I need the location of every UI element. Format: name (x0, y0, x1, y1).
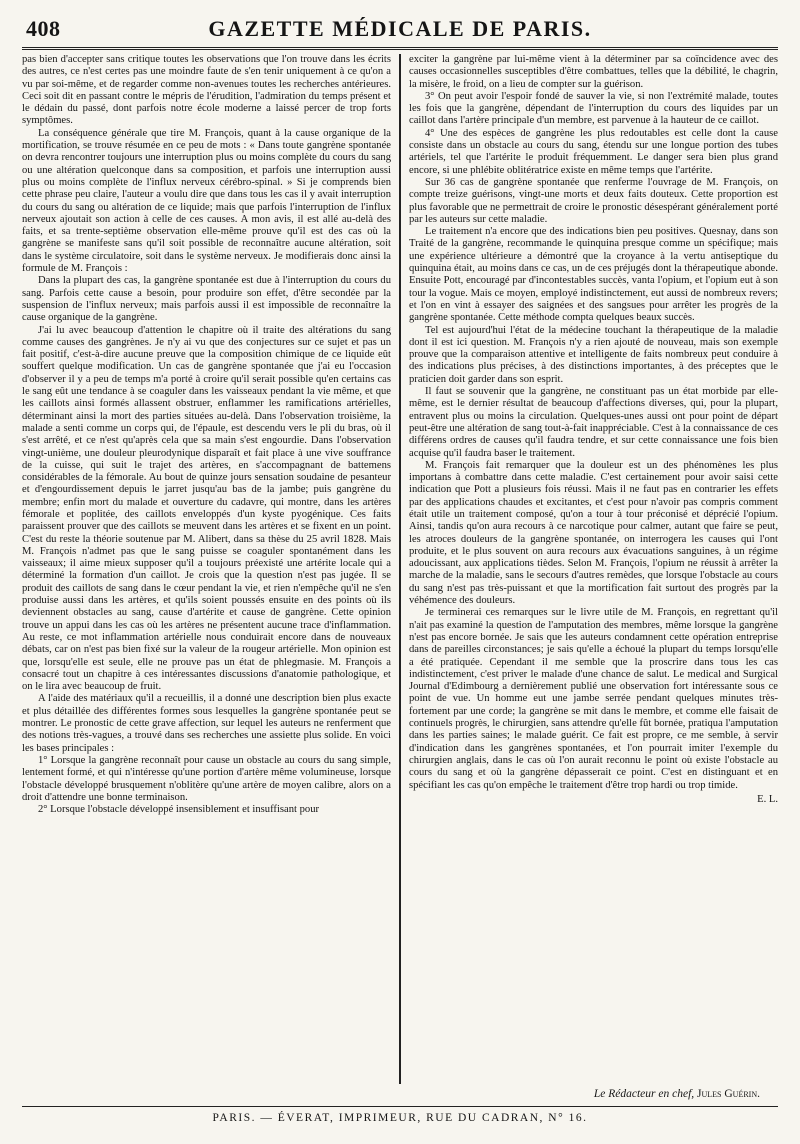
paragraph: 3° On peut avoir l'espoir fondé de sauver la vie, si non l'extrémité malade, toutes les fois que la gangrène, dépendant de l'interruption du cours des liquides par un caillot dans l'artère principale d'un membre, est parvenue à la hauteur de ce caillot. (409, 90, 778, 127)
printer-imprint: PARIS. — ÉVERAT, IMPRIMEUR, RUE DU CADRAN, N° 16. (212, 1112, 588, 1124)
paragraph: Dans la plupart des cas, la gangrène spontanée est due à l'interruption du cours du sang. Parfois cette cause a besoin, pour produire son effet, d'être secondée par la suspension de l'influx nerveux; mais parfois aussi il est impossible de reconnaître la cause organique de la gangrène. (22, 275, 391, 324)
paragraph: A l'aide des matériaux qu'il a recueillis, il a donné une description bien plus exacte et plus détaillée des différentes formes sous lesquelles la gangrène spontanée peut se montrer. Le pronostic de cette grave affection, sur lequel les auteurs ne renferment que des notions très-vagues, a trouvé dans ses recherches une assiette plus solide. En voici les bases principales : (22, 693, 391, 754)
page-number: 408 (26, 16, 61, 41)
footer-rule (22, 1106, 778, 1107)
editor-name: Jules Guérin. (697, 1088, 760, 1100)
author-signature: E. L. (757, 793, 778, 805)
paragraph: Je terminerai ces remarques sur le livre utile de M. François, en regrettant qu'il n'ait pas examiné la question de l'amputation des membres, même lorsque la gangrène n'est pas encore bornée. Je sais que les auteurs condamnent cette opération entreprise dans de pareilles circonstances; je sais qu'elle a échoué la plupart du temps lorsqu'elle a été pratiquée. Cependant il me semble que la proscrire dans tous les cas indistinctement, c'est priver le malade d'une chance de salut. Le medical and Surgical Journal d'Edimbourg a dernièrement publié une observation fort intéressante sous ce point de vue. Un homme eut une jambe serrée pendant quelques minutes très-fortement par une corde; la gangrène se mit dans le membre, et comme elle faisait de continuels progrès, le chirurgien, sans attendre qu'elle fût bornée, pratiqua l'amputation dans les parties saines; le malade guérit. Ce fait est propre, ce me semble, à servir d'indication dans les gangrènes spontanées, et l'on pourrait imiter l'exemple du chirurgien anglais, dans le cas où l'on aurait reconnu le point où existe l'obstacle au cours du sang et où la gangrène dépasserait ce point. C'est en distinguant et en spécifiant les cas qu'on empêche le traitement d'être trop hardi ou trop timide. (409, 607, 778, 791)
editor-label: Le Rédacteur en chef, (593, 1088, 695, 1100)
paragraph: Tel est aujourd'hui l'état de la médecine touchant la thérapeutique de la maladie dont il est ici question. M. François n'y a rien ajouté de nouveau, mais son exemple prouve que la comparaison attentive et intelligente de faits nombreux peut conduire à des indications plus précises, à des distinctions importantes, à des préceptes que le praticien doit garder dans son esprit. (409, 324, 778, 385)
paragraph: J'ai lu avec beaucoup d'attention le chapitre où il traite des altérations du sang comme causes des gangrènes. Je n'y ai vu que des conjectures sur ce sujet et pas un fait positif, c'est-à-dire aucune preuve que la composition chimique de ce liquide eût souffert quelque modification. Un cas de gangrène spontanée que j'ai eu l'occasion d'observer il y a peu de temps m'a porté à croire qu'il serait possible qu'en certains cas le sang eût une tendance à se coaguler dans les vaisseaux pendant la vie même, et que les caillots ainsi formés allassent obstruer, enflammer les ramifications artérielles, déterminant ainsi la mort des parties situées au-delà. Dans l'observation troisième, la malade a senti comme un corps qui, de l'épaule, est descendu vers le pli du bras, où il s'est arrêté, et ce n'est qu'après cela que sa main s'est engourdie. Dans l'observation vingt-unième, une douleur pleurodynique disparaît et fait place à une vive souffrance de la cuisse, qui suit le trajet des artères, en s'accompagnant de battemens considérables de la fémorale. Au bout de quinze jours sensation soudaine de pesanteur et d'engourdissement depuis le jarret jusqu'au bas de la jambe; puis gangrène du membre; enfin mort du malade et ouverture du cadavre, qui montre, dans les artères fémorale et poplitée, des caillots enveloppés d'un kyste pyogénique. Ces faits paraissent prouver que des caillots se meuvent dans les artères et se fixent en un point. C'est du reste la théorie soutenue par M. Alibert, dans sa thèse du 25 avril 1828. Mais M. François n'admet pas que le sang puisse se coaguler spontanément dans les vaisseaux; il aime mieux supposer qu'il a toujours préexisté une artérite locale qui a déterminé la formation d'un caillot. Je crois que la question n'est pas jugée. Il se produit des caillots de sang dans le cœur pendant la vie, et rien n'empêche qu'il ne s'en produise aussi dans les artères, et qu'ils soient poussés ensuite en des points où ils deviennent obstacles au sang, cause d'artérite et cause de gangrène. Cette opinion trouve un appui dans les cas où les artères ne présentent aucune trace d'inflammation. Au reste, ce mot inflammation artérielle nous conduirait encore dans de nouveaux débats, car on n'est pas bien fixé sur la valeur de la rougeur artérielle. Mon opinion est que, lorsqu'elle est seule, elle ne prouve pas un état de phlegmasie. M. François a consacré tout un chapitre à ces intéressantes discussions d'anatomie pathologique, et on le lira avec beaucoup de fruit. (22, 324, 391, 693)
paragraph: Le traitement n'a encore que des indications bien peu positives. Quesnay, dans son Traité de la gangrène, recommande le quinquina presque comme un spécifique; mais une expérience ultérieure a démontré que la croyance à la vertu antiseptique du quinquina était, au moins dans ce cas, un de ces préjugés dont la thérapeutique abonde. Ensuite Pott, encouragé par d'incontestables succès, vanta l'opium, et l'opium eut à son tour la vogue. Mais ce moyen, employé indistinctement, eut aussi de nombreux revers; et l'on en vint à essayer des saignées et des sangsues pour arrêter les progrès de la gangrène spontanée. Cette méthode compta quelques beaux succès. (409, 226, 778, 324)
page-header (22, 12, 778, 46)
right-column (401, 54, 778, 1084)
left-column (22, 54, 399, 1084)
paragraph: 2° Lorsque l'obstacle développé insensiblement et insuffisant pour (38, 804, 320, 816)
paragraph: Il faut se souvenir que la gangrène, ne constituant pas un état morbide par elle-même, est le dernier résultat de beaucoup d'affections diverses, qui, pour la plupart, entravent plus ou moins la circulation. Quelques-unes aussi ont pour point de départ peut-être une altération de sang tout-à-fait inappréciable. C'est à la connaissance de ces différens ordres de causes qu'il faudra tendre, et sur cette connaissance une fois bien acquise qu'il faudra baser le traitement. (409, 386, 778, 459)
text-columns (22, 54, 778, 1084)
paragraph: Sur 36 cas de gangrène spontanée que renferme l'ouvrage de M. François, on compte treize guérisons, vingt-une morts et deux faits douteux. Cette proportion est plus favorable que ne permettrait de croire le pronostic désespérant généralement porté par les auteurs sur cette maladie. (409, 176, 778, 225)
paragraph: 4° Une des espèces de gangrène les plus redoutables est celle dont la cause consiste dans un obstacle au cours du sang, étendu sur une longue portion des tubes artériels, tel que l'artérite le produit fréquemment. Le danger sera bien plus grand encore, si une phlébite oblitératrice existe en même temps que l'artérite. (409, 127, 778, 176)
paragraph: 1° Lorsque la gangrène reconnaît pour cause un obstacle au cours du sang simple, lentement formé, et qui n'intéresse qu'une portion d'artère même volumineuse, lorsque l'obstacle développé brusquement n'oblitère qu'une artère de moyen calibre, alors on a droit d'attendre une bonne terminaison. (22, 754, 391, 803)
journal-title: GAZETTE MÉDICALE DE PARIS. (208, 16, 592, 41)
paragraph: pas bien d'accepter sans critique toutes les observations que l'on trouve dans les écrits des autres, ce n'est certes pas une moindre faute de s'en tenir uniquement à ce qu'on a vu par soi-même, et de regarder comme non-avenues toutes les recherches antérieures. Ceci soit dit en passant contre le mépris de l'érudition, l'admiration du temps présent et le dédain du passé, dont parfois notre école moderne a laissé percer de trop forts symptômes. (22, 54, 391, 127)
header-rule (22, 47, 778, 50)
paragraph: M. François fait remarquer que la douleur est un des phénomènes les plus importans à combattre dans cette maladie. C'est certainement pour avoir saisi cette indication que Pott a plusieurs fois réussi. Mais il ne faut pas en contrarier les effets par des applications chaudes et excitantes, et c'est pour n'avoir pas compris comment était utile un traitement composé, qu'on a tour à tour préconisé et déprécié l'opium. Ainsi, tandis qu'on aura recours à ce narcotique pour calmer, autant que faire se peut, les atroces douleurs de la gangrène spontanée, on interrogera les causes qui l'ont produite, et le plus souvent on aura recours aux évacuations sanguines, à un régime adoucissant, aux applications tièdes. Selon M. François, l'opium ne réussit à arrêter la marche de la maladie, sans le secours d'autres remèdes, que lorsque l'obstacle au cours du sang n'est pas très-puissant et que la mortification fait surtout des progrès par la véhémence des douleurs. (409, 459, 778, 607)
paragraph: La conséquence générale que tire M. François, quant à la cause organique de la mortification, se trouve résumée en ce peu de mots : « Dans toute gangrène spontanée on devra rencontrer toujours une interruption plus ou moins complète du cours du sang ou une altération quelconque dans sa composition, et parfois une interruption aussi plus ou moins complète de l'influx nerveux cérébro-spinal. » Si je comprends bien cette phrase peu claire, l'auteur a voulu dire que dans tous les cas il y avait interruption du cours du sang ou altération de ce liquide; mais que parfois l'interruption de l'influx nerveux ajoutait son action à celle de ces causes. A mon avis, il est allé au-delà des faits, et sa trente-septième observation elle-même prouve qu'il est des cas où la gangrène se manifeste sans qu'il soit possible de reconnaître aucune altération, soit dans le système circulatoire, soit dans le système nerveux. Je modifierais donc ainsi la formule de M. François : (22, 127, 391, 275)
editor-line (594, 1088, 760, 1100)
paragraph: exciter la gangrène par lui-même vient à la déterminer par sa coïncidence avec des causes occasionnelles susceptibles d'être combattues, telles que la débilité, le chagrin, la misère, le froid, on a lieu de compter sur la guérison. (409, 54, 778, 90)
